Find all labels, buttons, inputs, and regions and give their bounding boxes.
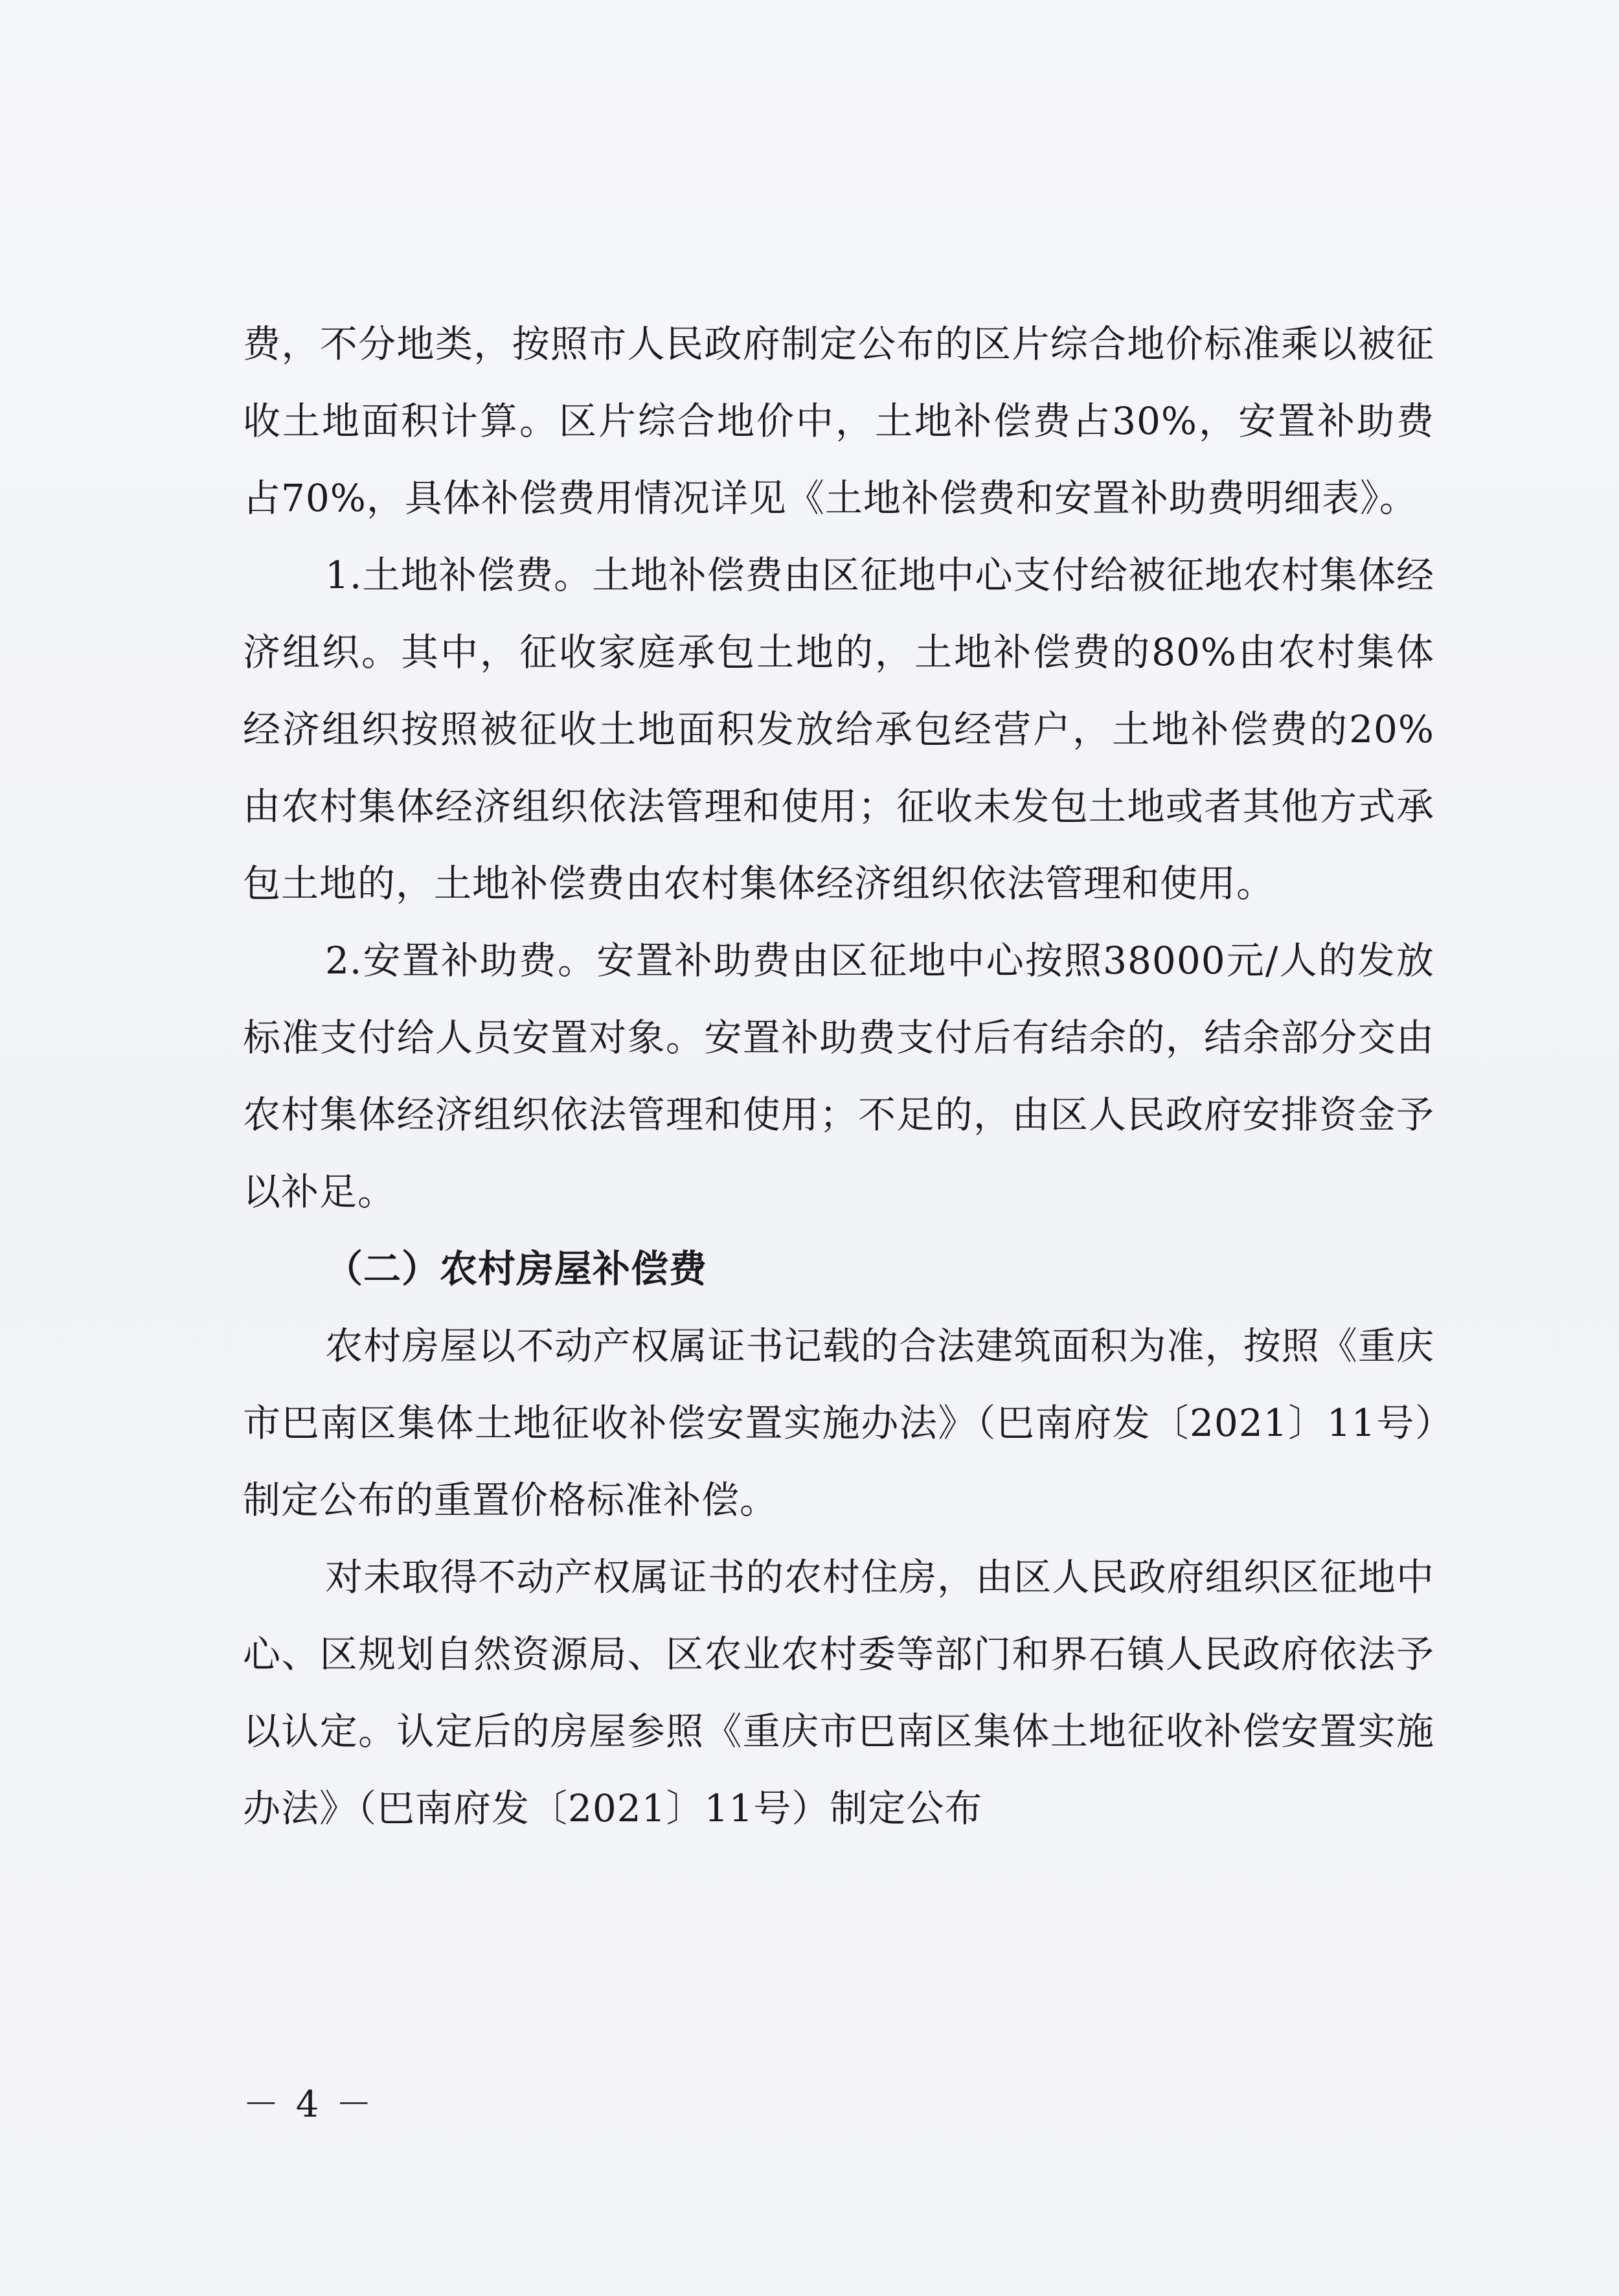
paragraph-continuation: 费，不分地类，按照市人民政府制定公布的区片综合地价标准乘以被征收土地面积计算。区片综合地价中，土地补偿费占30%，安置补助费占70%，具体补偿费用情况详见《土地补偿费和安置补助费明细表》。 bbox=[243, 322, 1434, 520]
page-number: － 4 － bbox=[243, 2084, 375, 2126]
paragraph-resettlement-subsidy: 2.安置补助费。安置补助费由区征地中心按照38000元/人的发放标准支付给人员安置对象。安置补助费支付后有结余的，结余部分交由农村集体经济组织依法管理和使用；不足的，由区人民政府安排资金予以补足。 bbox=[243, 938, 1434, 1214]
paragraph-uncertified-housing: 对未取得不动产权属证书的农村住房，由区人民政府组织区征地中心、区规划自然资源局、区农业农村委等部门和界石镇人民政府依法予以认定。认定后的房屋参照《重庆市巴南区集体土地征收补偿安置实施办法》（巴南府发〔2021〕11号）制定公布 bbox=[243, 1555, 1434, 1830]
paragraph-land-compensation: 1.土地补偿费。土地补偿费由区征地中心支付给被征地农村集体经济组织。其中，征收家庭承包土地的，土地补偿费的80%由农村集体经济组织按照被征收土地面积发放给承包经营户，土地补偿费的20%由农村集体经济组织依法管理和使用；征收未发包土地或者其他方式承包土地的，土地补偿费由农村集体经济组织依法管理和使用。 bbox=[243, 553, 1434, 905]
document-body bbox=[243, 306, 1434, 1847]
section-heading-house-compensation: （二）农村房屋补偿费 bbox=[325, 1247, 708, 1291]
paragraph-house-compensation: 农村房屋以不动产权属证书记载的合法建筑面积为准，按照《重庆市巴南区集体土地征收补偿安置实施办法》（巴南府发〔2021〕11号）制定公布的重置价格标准补偿。 bbox=[243, 1324, 1434, 1522]
